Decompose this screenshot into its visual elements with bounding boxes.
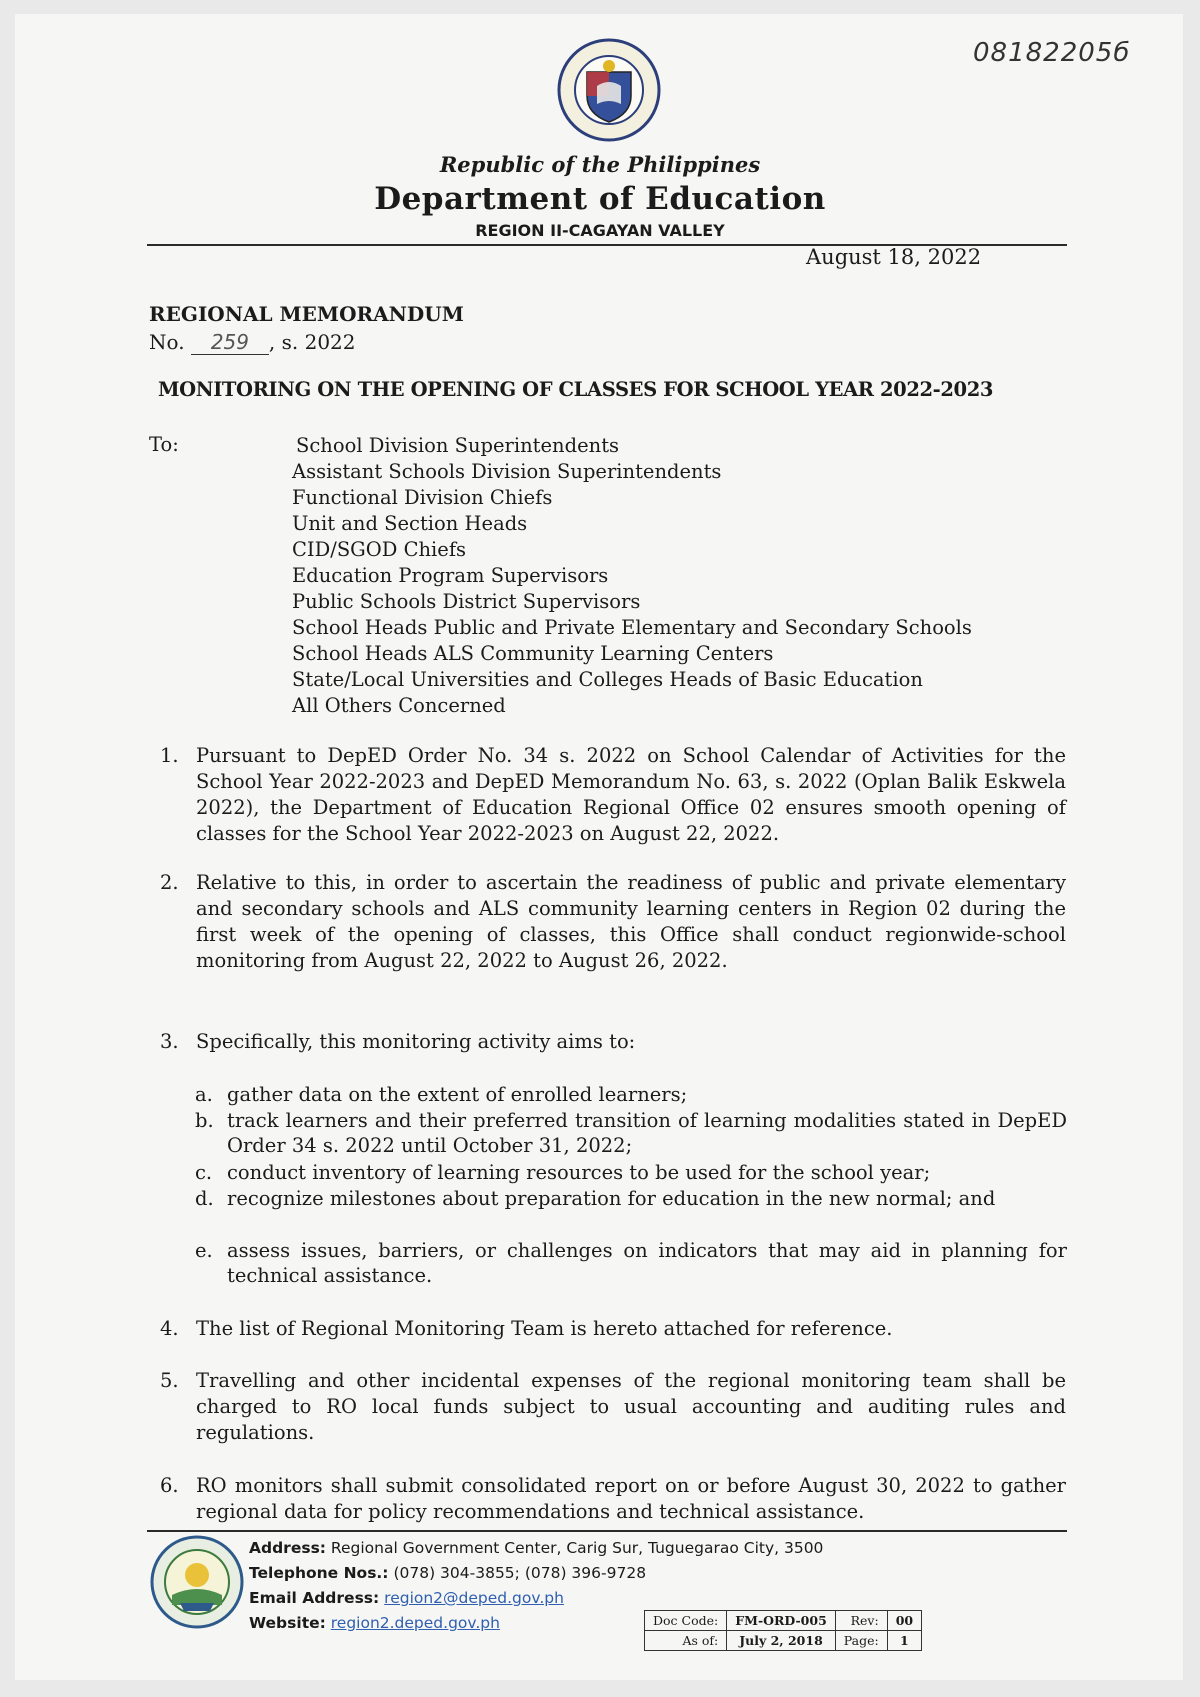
recipient-item: School Heads Public and Private Elementary and Secondary Schools [292, 616, 972, 639]
paragraph-text: Specifically, this monitoring activity aims to: [196, 1030, 636, 1053]
website-label: Website: [249, 1614, 326, 1632]
rev-value: 00 [887, 1611, 921, 1631]
to-label: To: [149, 433, 179, 456]
aim-text: gather data on the extent of enrolled learners; [227, 1083, 688, 1106]
aim-text: recognize milestones about preparation for education in the new normal; and [227, 1187, 996, 1210]
as-of-label: As of: [645, 1631, 727, 1651]
memo-number [149, 330, 356, 355]
paragraph-text: Pursuant to DepED Order No. 34 s. 2022 on School Calendar of Activities for the School Year 2022-2023 and DepED Memorandum No. 63, s. 2022 (Oplan Balik Eskwela 2022), the Department of Education Regional Office 02 ensures smooth opening of classes for the School Year 2022-2023 on August 22, 2022. [196, 744, 1066, 845]
recipient-item: Assistant Schools Division Superintendents [292, 460, 722, 483]
recipient-item: School Heads ALS Community Learning Centers [292, 642, 774, 665]
recipient-item: Functional Division Chiefs [292, 486, 553, 509]
telephone-line [249, 1561, 823, 1586]
paragraph-text: The list of Regional Monitoring Team is hereto attached for reference. [196, 1317, 893, 1340]
address-value: Regional Government Center, Carig Sur, Tuguegarao City, 3500 [326, 1539, 824, 1557]
as-of-value: July 2, 2018 [727, 1631, 836, 1651]
rev-label: Rev: [835, 1611, 887, 1631]
aim-letter: d. [195, 1187, 214, 1210]
paragraph-5 [160, 1368, 1066, 1446]
recipient-item: School Division Superintendents [296, 434, 620, 457]
recipient-item: Public Schools District Supervisors [292, 590, 641, 613]
memo-subject: MONITORING ON THE OPENING OF CLASSES FOR SCHOOL YEAR 2022-2023 [158, 378, 994, 401]
aim-item-d [195, 1186, 1067, 1211]
paragraph-number: 4. [160, 1317, 179, 1340]
address-line [249, 1536, 823, 1561]
recipient-item: CID/SGOD Chiefs [292, 538, 467, 561]
paragraph-6 [160, 1473, 1066, 1525]
paragraph-text: Travelling and other incidental expenses of the regional monitoring team shall be charged to RO local funds subject to usual accounting and auditing rules and regulations. [196, 1369, 1066, 1444]
paragraph-number: 6. [160, 1474, 179, 1497]
aim-item-b [195, 1108, 1067, 1158]
memo-number-value: 259 [191, 330, 269, 355]
paragraph-4 [160, 1316, 1066, 1342]
recipient-item: Unit and Section Heads [292, 512, 528, 535]
region-title: REGION II-CAGAYAN VALLEY [475, 221, 725, 240]
email-line [249, 1586, 823, 1611]
paragraph-2 [160, 870, 1066, 974]
telephone-label: Telephone Nos.: [249, 1564, 389, 1582]
paragraph-3 [160, 1029, 1066, 1055]
doc-code-value: FM-ORD-005 [727, 1611, 836, 1631]
paragraph-text: RO monitors shall submit consolidated report on or before August 30, 2022 to gather regional data for policy recommendations and technical assistance. [196, 1474, 1066, 1523]
aim-item-e [195, 1238, 1067, 1288]
website-link[interactable]: region2.deped.gov.ph [330, 1614, 500, 1632]
email-label: Email Address: [249, 1589, 380, 1607]
paragraph-text: Relative to this, in order to ascertain the readiness of public and private elementary and secondary schools and ALS community learning centers in Region 02 during the first week of the opening of classes, this Office shall conduct regionwide-school monitoring from August 22, 2022 to August 26, 2022. [196, 871, 1066, 972]
recipient-list [292, 433, 972, 719]
handwritten-control-number: 08182205б [973, 38, 1131, 68]
paragraph-1 [160, 743, 1066, 847]
doc-code-label: Doc Code: [645, 1611, 727, 1631]
aim-letter: c. [195, 1161, 213, 1184]
aim-letter: a. [195, 1083, 213, 1106]
aim-letter: e. [195, 1239, 213, 1262]
aim-letter: b. [195, 1109, 214, 1132]
paragraph-number: 1. [160, 744, 179, 767]
recipient-item: State/Local Universities and Colleges Heads of Basic Education [292, 668, 923, 691]
footer-divider [147, 1530, 1067, 1532]
regional-office-logo-icon [150, 1535, 244, 1629]
paragraph-number: 5. [160, 1369, 179, 1392]
memo-date: August 18, 2022 [806, 245, 982, 269]
paragraph-number: 3. [160, 1030, 179, 1053]
aim-item-c [195, 1160, 1067, 1185]
department-title: Department of Education [374, 181, 826, 217]
telephone-value: (078) 304-3855; (078) 396-9728 [388, 1564, 647, 1582]
memo-heading: REGIONAL MEMORANDUM [149, 302, 464, 326]
memo-number-suffix: , s. 2022 [268, 330, 356, 354]
document-control-table [644, 1610, 922, 1651]
deped-seal-icon [557, 38, 661, 142]
email-link[interactable]: region2@deped.gov.ph [384, 1589, 564, 1607]
page-label: Page: [835, 1631, 887, 1651]
memo-number-prefix: No. [149, 330, 191, 354]
aim-text: assess issues, barriers, or challenges on indicators that may aid in planning for technical assistance. [227, 1239, 1067, 1287]
aim-text: track learners and their preferred transition of learning modalities stated in DepED Order 34 s. 2022 until October 31, 2022; [227, 1109, 1067, 1157]
aim-text: conduct inventory of learning resources to be used for the school year; [227, 1161, 931, 1184]
recipient-item: All Others Concerned [292, 694, 506, 717]
republic-title: Republic of the Philippines [439, 152, 761, 177]
aim-item-a [195, 1082, 1067, 1107]
address-label: Address: [249, 1539, 326, 1557]
page-value: 1 [887, 1631, 921, 1651]
paragraph-number: 2. [160, 871, 179, 894]
recipient-item: Education Program Supervisors [292, 564, 609, 587]
